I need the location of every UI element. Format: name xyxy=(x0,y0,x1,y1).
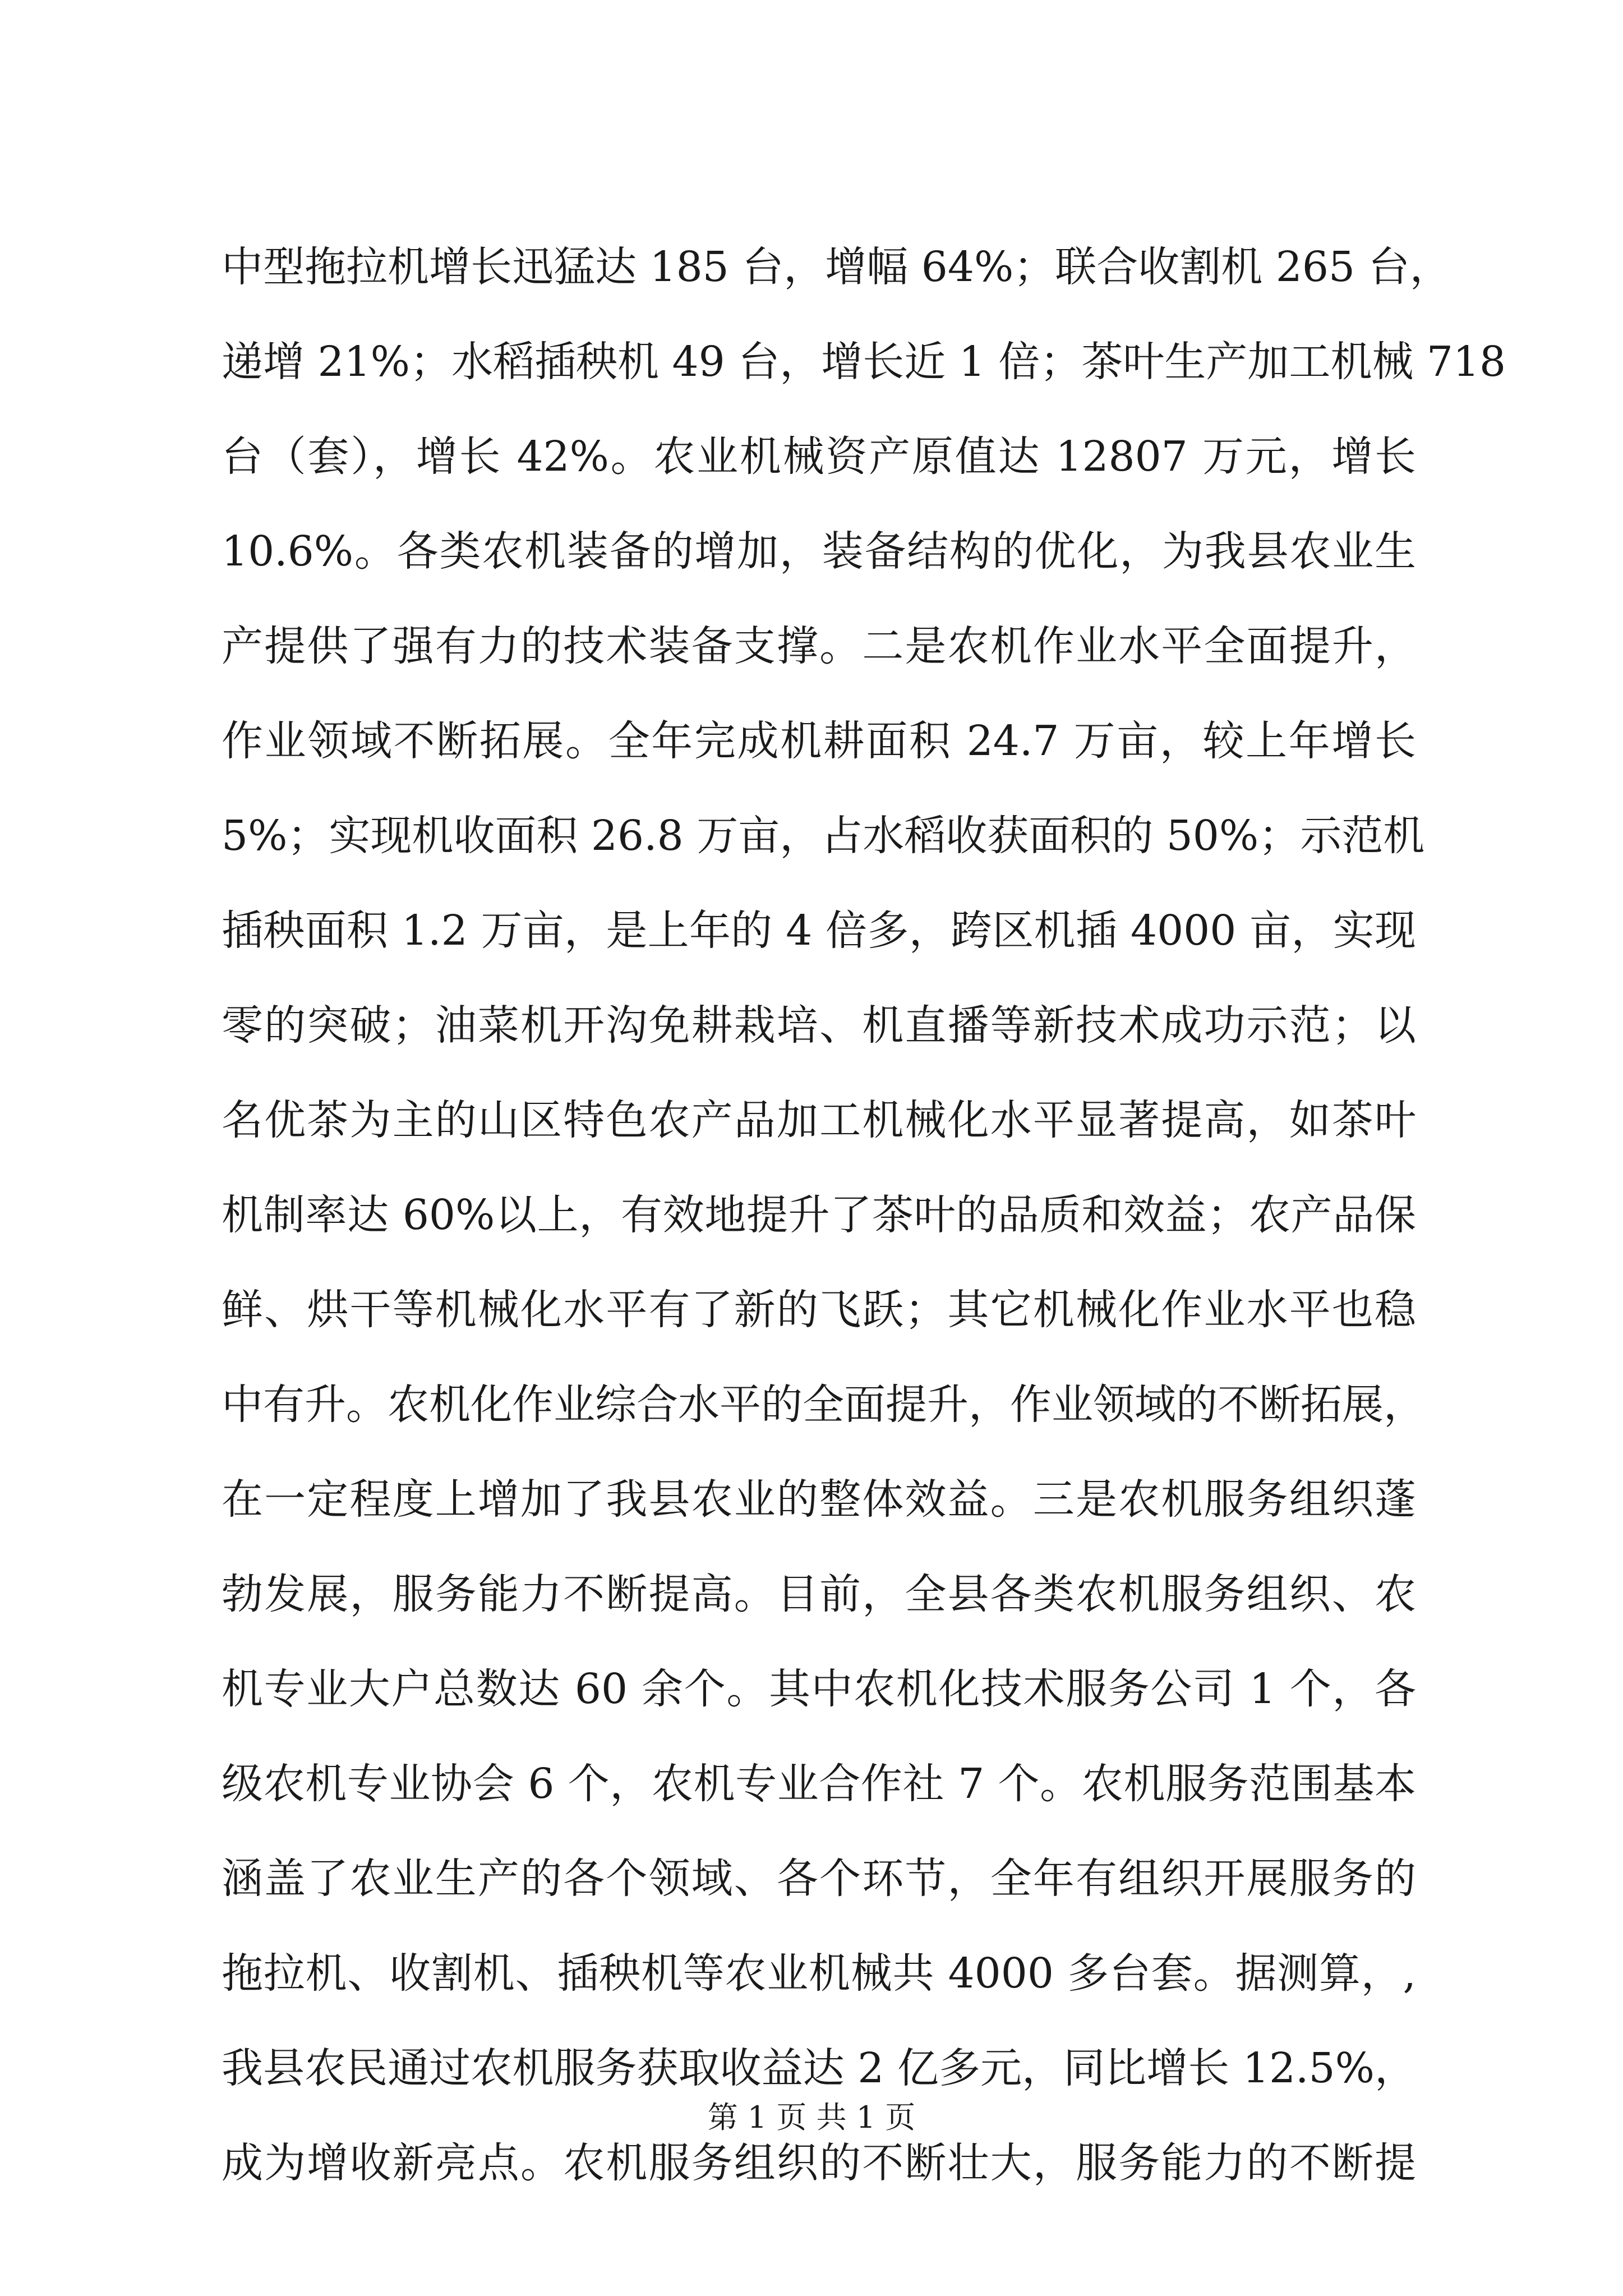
text-line: 台（套），增长 42%。农业机械资产原值达 12807 万元，增长 xyxy=(222,432,1416,481)
text-line: 5%；实现机收面积 26.8 万亩，占水稻收获面积的 50%；示范机 xyxy=(222,812,1425,860)
text-line: 级农机专业协会 6 个，农机专业合作社 7 个。农机服务范围基本 xyxy=(222,1760,1416,1808)
text-line: 拖拉机、收割机、插秧机等农业机械共 4000 多台套。据测算，, xyxy=(222,1949,1416,1998)
text-line: 插秧面积 1.2 万亩，是上年的 4 倍多，跨区机插 4000 亩，实现 xyxy=(222,907,1416,955)
text-line: 我县农民通过农机服务获取收益达 2 亿多元，同比增长 12.5%， xyxy=(222,2044,1416,2092)
text-line: 成为增收新亮点。农机服务组织的不断壮大，服务能力的不断提 xyxy=(222,2139,1416,2187)
text-line: 名优茶为主的山区特色农产品加工机械化水平显著提高，如茶叶 xyxy=(222,1096,1416,1144)
text-line: 机制率达 60%以上，有效地提升了茶叶的品质和效益；农产品保 xyxy=(222,1191,1416,1239)
text-line: 在一定程度上增加了我县农业的整体效益。三是农机服务组织蓬 xyxy=(222,1475,1416,1524)
text-line: 作业领域不断拓展。全年完成机耕面积 24.7 万亩，较上年增长 xyxy=(222,717,1416,765)
text-line: 中有升。农机化作业综合水平的全面提升，作业领域的不断拓展， xyxy=(222,1381,1425,1429)
text-line: 产提供了强有力的技术装备支撑。二是农机作业水平全面提升， xyxy=(222,622,1416,670)
text-line: 机专业大户总数达 60 余个。其中农机化技术服务公司 1 个，各 xyxy=(222,1665,1416,1713)
text-line: 零的突破；油菜机开沟免耕栽培、机直播等新技术成功示范；以 xyxy=(222,1001,1416,1050)
text-line: 鲜、烘干等机械化水平有了新的飞跃；其它机械化作业水平也稳 xyxy=(222,1286,1416,1334)
page-footer: 第 1 页 共 1 页 xyxy=(707,2100,916,2135)
text-line: 勃发展，服务能力不断提高。目前，全县各类农机服务组织、农 xyxy=(222,1570,1416,1618)
text-line: 10.6%。各类农机装备的增加，装备结构的优化，为我县农业生 xyxy=(222,527,1416,576)
text-line: 递增 21%；水稻插秧机 49 台，增长近 1 倍；茶叶生产加工机械 718 xyxy=(222,338,1506,386)
text-line: 涵盖了农业生产的各个领域、各个环节，全年有组织开展服务的 xyxy=(222,1855,1416,1903)
text-line: 中型拖拉机增长迅猛达 185 台，增幅 64%；联合收割机 265 台， xyxy=(222,243,1451,291)
body-text xyxy=(222,220,1506,2211)
